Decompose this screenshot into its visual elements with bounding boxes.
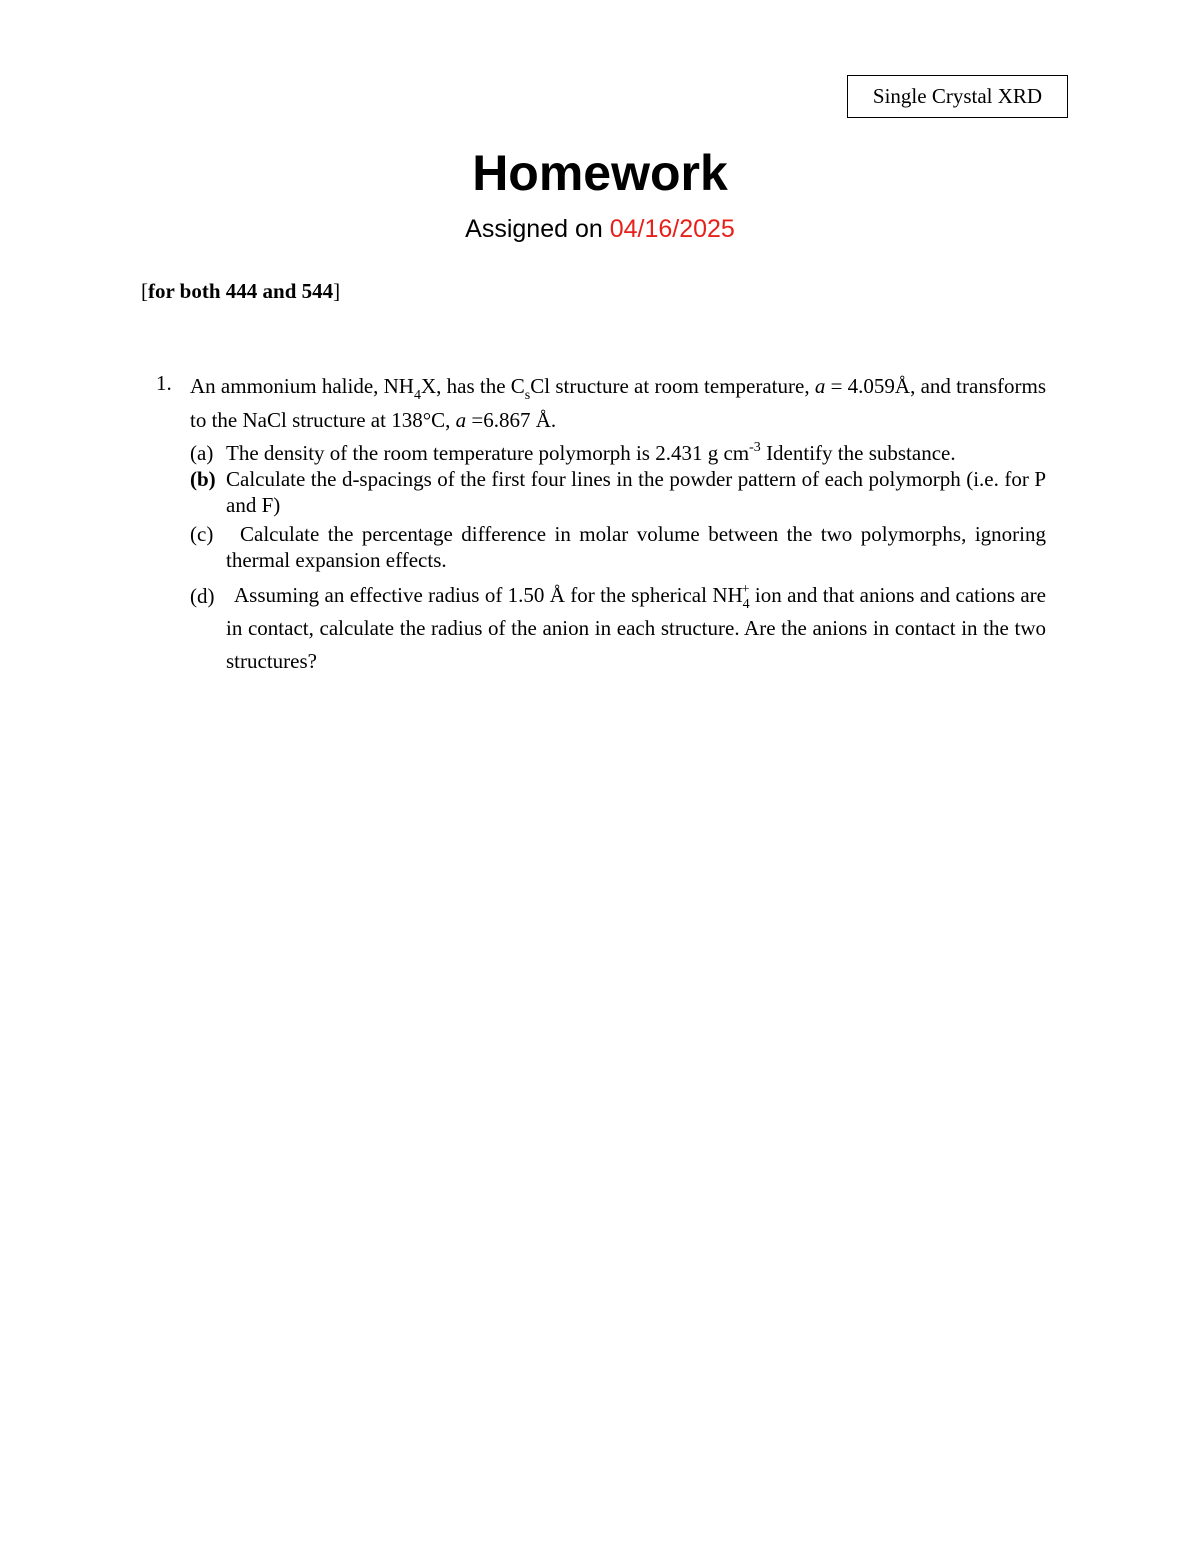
part-d-segment: ion and that anions and xyxy=(749,583,951,607)
question-number: 1. xyxy=(156,371,172,395)
part-d-segment: Assuming an effective radius of 1.50 Å for the spherical NH xyxy=(234,583,743,607)
part-c-text: Calculate the percentage difference in molar volume between the two polymorphs, ignoring thermal expansion effects. xyxy=(226,522,1046,572)
part-d-first-line xyxy=(226,582,951,612)
page-title: Homework xyxy=(472,145,728,201)
topic-box: Single Crystal XRD xyxy=(847,75,1068,118)
q1-text-segment: = 4.059Å, and xyxy=(825,374,951,398)
part-a-segment: The density of the room temperature polymorph is 2.431 g cm xyxy=(226,441,750,465)
question-1-intro xyxy=(190,369,1046,437)
part-b-text: Calculate the d-spacings of the first four lines in the powder pattern of each polymorph (i.e. for P and F) xyxy=(226,467,1046,517)
part-d-superscript: + xyxy=(741,582,750,597)
part-d-text xyxy=(226,579,1046,678)
part-b-label: (b) xyxy=(190,467,216,491)
scope-text: for both 444 and 544 xyxy=(148,279,334,303)
assigned-line xyxy=(0,212,1200,246)
course-scope xyxy=(141,277,340,305)
q1-variable-a: a xyxy=(455,408,467,432)
part-c-label: (c) xyxy=(190,522,214,546)
part-d-subscript: 4 xyxy=(742,597,750,612)
assigned-prefix: Assigned on xyxy=(465,215,603,243)
assigned-date: 04/16/2025 xyxy=(609,215,735,243)
scope-close-bracket: ] xyxy=(333,279,341,303)
q1-subscript-4: 4 xyxy=(413,388,421,403)
q1-variable-a: a xyxy=(814,374,826,398)
scope-open-bracket: [ xyxy=(141,279,148,303)
part-d-label: (d) xyxy=(190,584,215,608)
part-a-label: (a) xyxy=(190,441,214,465)
q1-text-segment: Cl structure at room temperature, xyxy=(530,374,815,398)
q1-text-segment: =6.867 Å. xyxy=(466,408,557,432)
part-d-segment: cations are in contact, calculate the radius of the anion in each structure. Are the anions in contact in the two structures? xyxy=(226,583,1046,673)
q1-text-segment: An ammonium halide, NH xyxy=(190,374,414,398)
part-a-segment: Identify the substance. xyxy=(760,441,956,465)
q1-text-segment: X, has the C xyxy=(420,374,525,398)
part-a-text xyxy=(226,440,1046,466)
q1-text-segment: transforms to the NaCl structure at 138°C, xyxy=(190,374,1046,432)
part-a-superscript: -3 xyxy=(749,440,761,455)
q1-subscript-s: s xyxy=(524,388,531,403)
